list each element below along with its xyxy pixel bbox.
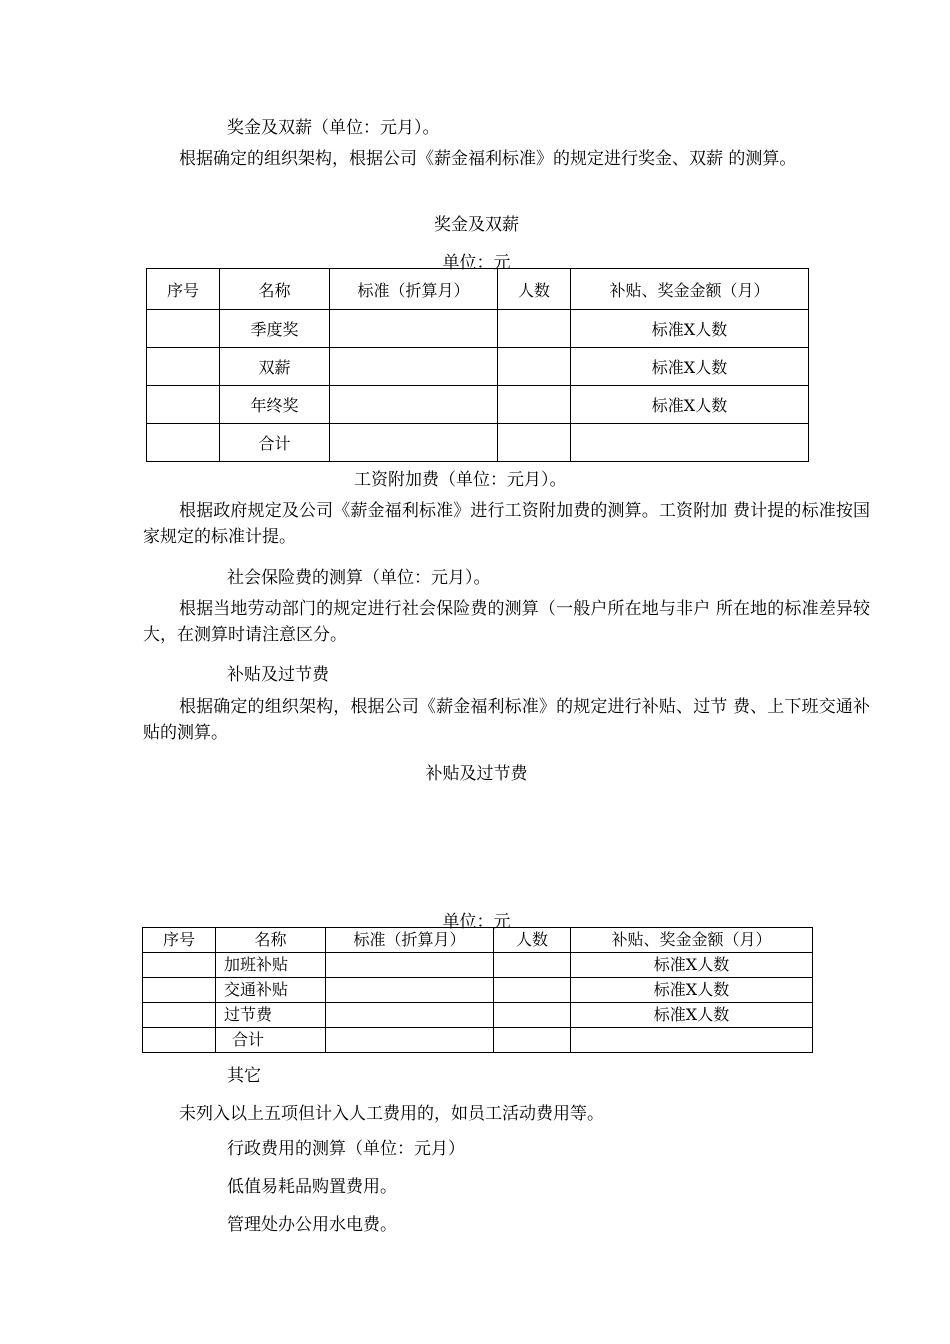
cell-no [147,310,220,348]
cell-amount [571,424,809,462]
cell-people [494,978,571,1003]
bonus-table [146,268,809,462]
cell-no [143,1028,216,1053]
section-heading-admin-cost: 行政费用的测算（单位：元月） [227,1139,465,1159]
cell-name: 交通补贴 [216,978,326,1003]
cell-standard [326,1003,494,1028]
list-item: 管理处办公用水电费。 [227,1215,397,1235]
cell-no [143,1003,216,1028]
section-heading-bonus: 奖金及双薪（单位：元月）。 [227,118,440,138]
table-row [147,348,809,386]
cell-people [494,1028,571,1053]
cell-no [143,953,216,978]
paragraph-bonus-text: 根据确定的组织架构，根据公司《薪金福利标准》的规定进行奖金、双薪 的测算。 [179,149,797,169]
cell-people [494,953,571,978]
cell-name: 合计 [216,1028,326,1053]
table1-unit: 单位：元 [442,253,511,273]
table-row [147,310,809,348]
paragraph-social-insurance [143,596,870,648]
section-heading-wage-surcharge: 工资附加费（单位：元月）。 [354,470,567,490]
header-cell: 人数 [498,269,571,310]
allowance-table [142,927,813,1053]
cell-people [498,348,571,386]
cell-people [498,310,571,348]
table-row [143,978,813,1003]
cell-people [494,1003,571,1028]
cell-standard [326,978,494,1003]
cell-people [498,424,571,462]
cell-amount: 标准X人数 [571,978,813,1003]
cell-standard [326,1028,494,1053]
table-row [143,1003,813,1028]
section-heading-social-insurance: 社会保险费的测算（单位：元月）。 [227,568,491,588]
cell-no [143,978,216,1003]
header-cell: 补贴、奖金金额（月） [571,269,809,310]
paragraph-social-insurance-text: 根据当地劳动部门的规定进行社会保险费的测算（一般户所在地与非户 所在地的标准差异较大，在测算时请注意区分。 [143,599,870,645]
cell-standard [330,386,498,424]
cell-name: 季度奖 [220,310,330,348]
cell-standard [330,424,498,462]
table-row-total [147,424,809,462]
paragraph-wage-surcharge [143,498,870,550]
header-cell: 名称 [220,269,330,310]
cell-no [147,386,220,424]
cell-name: 双薪 [220,348,330,386]
table-row-total [143,1028,813,1053]
cell-standard [330,348,498,386]
cell-name: 年终奖 [220,386,330,424]
paragraph-bonus [143,146,870,172]
cell-name: 过节费 [216,1003,326,1028]
cell-standard [326,953,494,978]
table-row [147,386,809,424]
section-heading-allowance: 补贴及过节费 [227,665,329,685]
cell-amount [571,1028,813,1053]
header-cell: 标准（折算月） [326,928,494,953]
table2-title: 补贴及过节费 [425,764,528,784]
table2-unit: 单位：元 [442,912,511,932]
cell-people [498,386,571,424]
cell-amount: 标准X人数 [571,386,809,424]
header-cell: 人数 [494,928,571,953]
cell-no [147,348,220,386]
paragraph-allowance-text: 根据确定的组织架构，根据公司《薪金福利标准》的规定进行补贴、过节 费、上下班交通补贴的测算。 [143,697,870,743]
table-row [143,953,813,978]
cell-amount: 标准X人数 [571,1003,813,1028]
cell-amount: 标准X人数 [571,953,813,978]
header-cell: 补贴、奖金金额（月） [571,928,813,953]
paragraph-allowance [143,694,870,746]
cell-name: 合计 [220,424,330,462]
header-cell: 序号 [143,928,216,953]
cell-name: 加班补贴 [216,953,326,978]
paragraph-wage-surcharge-text: 根据政府规定及公司《薪金福利标准》进行工资附加费的测算。工资附加 费计提的标准按国家规定的标准计提。 [143,501,870,547]
section-heading-other: 其它 [227,1066,261,1086]
header-cell: 序号 [147,269,220,310]
header-cell: 名称 [216,928,326,953]
paragraph-other: 未列入以上五项但计入人工费用的，如员工活动费用等。 [179,1104,604,1124]
table1-title: 奖金及双薪 [434,215,519,235]
cell-amount: 标准X人数 [571,348,809,386]
header-cell: 标准（折算月） [330,269,498,310]
cell-amount: 标准X人数 [571,310,809,348]
table-header-row [143,928,813,953]
cell-no [147,424,220,462]
table-header-row [147,269,809,310]
cell-standard [330,310,498,348]
list-item: 低值易耗品购置费用。 [227,1177,397,1197]
